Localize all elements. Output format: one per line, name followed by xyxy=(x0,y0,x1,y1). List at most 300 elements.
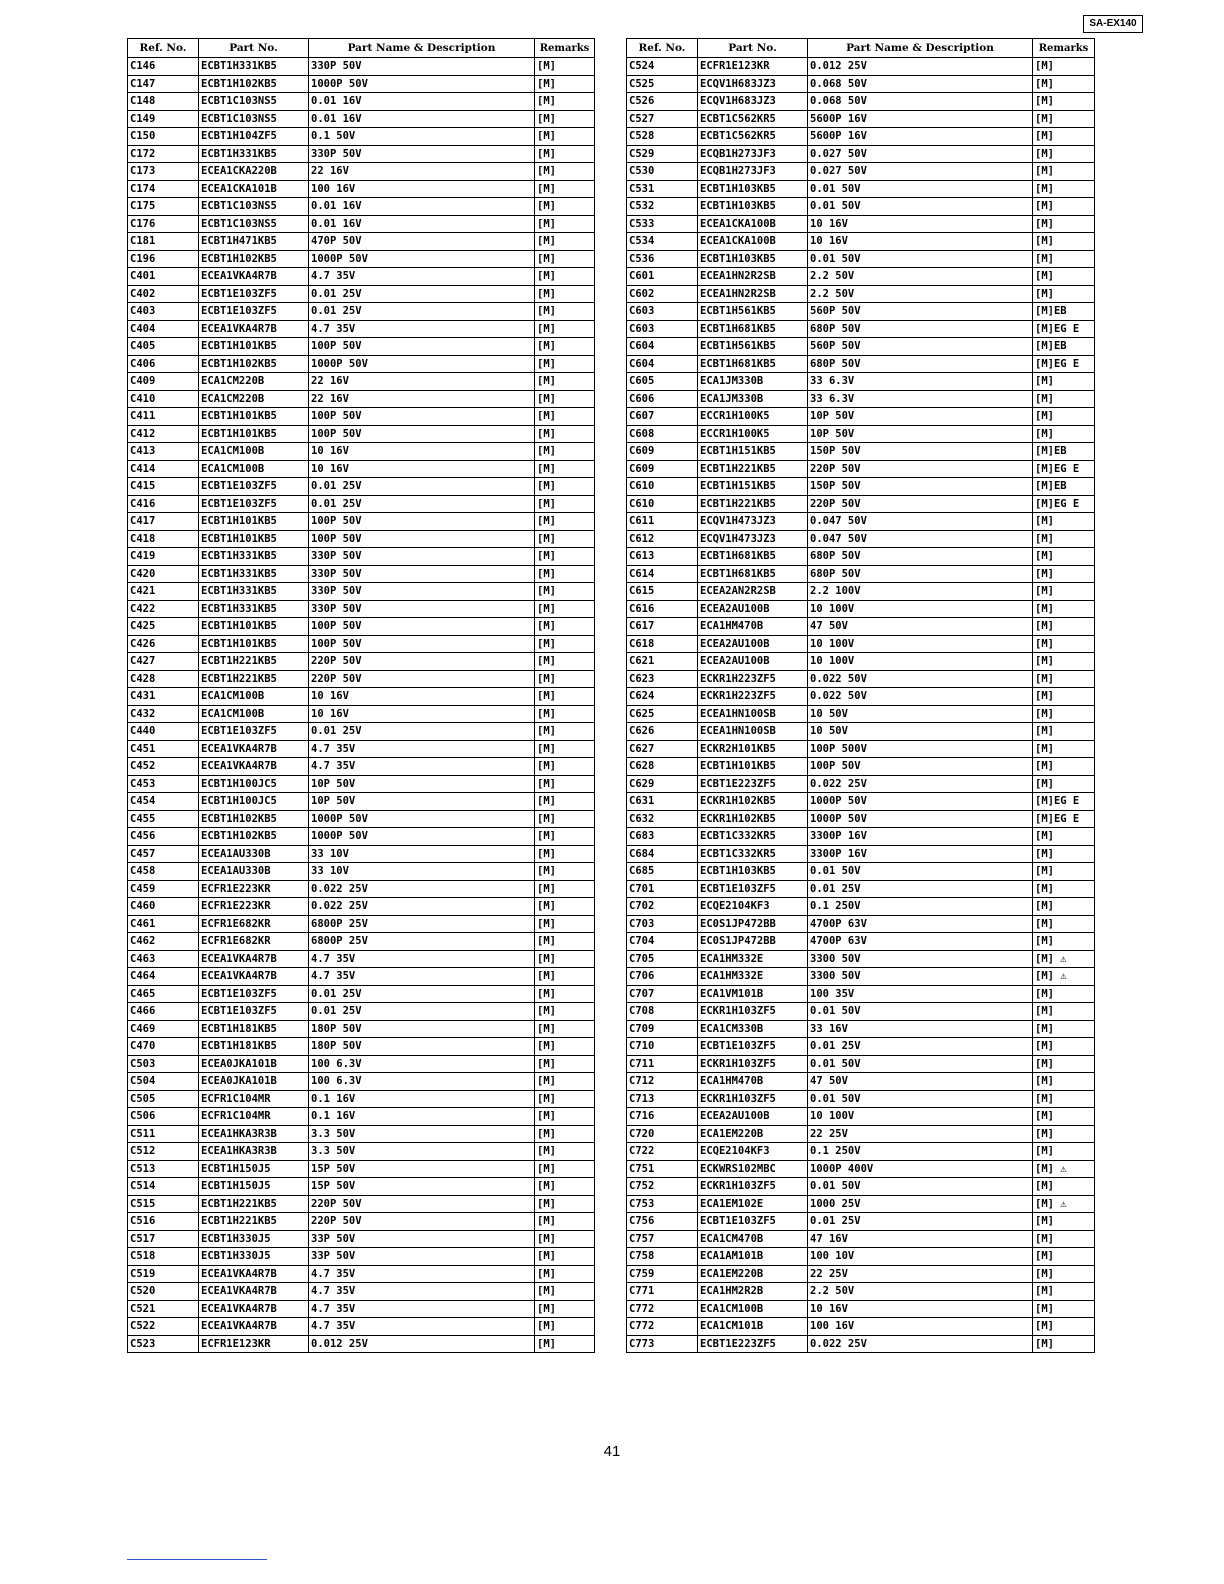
part-no-header: Part No. xyxy=(698,39,808,58)
part-no-cell: ECBT1H331KB5 xyxy=(199,600,309,618)
ref-no-cell: C402 xyxy=(128,285,199,303)
ref-no-cell: C614 xyxy=(627,565,698,583)
part-no-cell: ECBT1C103NS5 xyxy=(199,93,309,111)
part-no-cell: ECQV1H473JZ3 xyxy=(698,513,808,531)
table-row xyxy=(128,1318,595,1336)
part-no-cell: ECBT1H103KB5 xyxy=(698,863,808,881)
part-no-cell: ECCR1H100K5 xyxy=(698,408,808,426)
part-no-cell: ECEA1CKA220B xyxy=(199,163,309,181)
part-no-cell: ECBT1H101KB5 xyxy=(199,618,309,636)
remarks-cell: [M] xyxy=(535,1108,595,1126)
table-row xyxy=(627,775,1095,793)
description-cell: 47 50V xyxy=(808,618,1033,636)
description-cell: 0.022 50V xyxy=(808,688,1033,706)
description-cell: 10 16V xyxy=(309,688,535,706)
description-cell: 100P 50V xyxy=(309,513,535,531)
part-no-cell: ECA1EM220B xyxy=(698,1265,808,1283)
table-row xyxy=(128,1108,595,1126)
part-no-cell: ECEA1CKA100B xyxy=(698,215,808,233)
table-row xyxy=(627,1073,1095,1091)
description-cell: 33P 50V xyxy=(309,1248,535,1266)
part-no-cell: ECBT1H331KB5 xyxy=(199,145,309,163)
remarks-cell: [M] xyxy=(535,793,595,811)
part-no-cell: ECBT1H221KB5 xyxy=(199,1195,309,1213)
ref-no-cell: C413 xyxy=(128,443,199,461)
ref-no-cell: C427 xyxy=(128,653,199,671)
part-no-cell: ECFR1E682KR xyxy=(199,915,309,933)
ref-no-cell: C196 xyxy=(128,250,199,268)
table-row xyxy=(128,233,595,251)
part-no-cell: ECEA0JKA101B xyxy=(199,1055,309,1073)
description-cell: 1000P 50V xyxy=(309,250,535,268)
description-cell: 220P 50V xyxy=(808,460,1033,478)
description-cell: 5600P 16V xyxy=(808,110,1033,128)
description-cell: 3300 50V xyxy=(808,968,1033,986)
remarks-cell: [M]EG E xyxy=(1033,355,1095,373)
ref-no-cell: C518 xyxy=(128,1248,199,1266)
part-no-cell: ECEA1HKA3R3B xyxy=(199,1125,309,1143)
part-no-cell: ECBT1H101KB5 xyxy=(199,530,309,548)
ref-no-cell: C521 xyxy=(128,1300,199,1318)
table-row xyxy=(627,635,1095,653)
ref-no-cell: C451 xyxy=(128,740,199,758)
ref-no-cell: C624 xyxy=(627,688,698,706)
remarks-cell: [M] xyxy=(1033,1143,1095,1161)
description-cell: 0.01 25V xyxy=(808,1213,1033,1231)
description-cell: 0.01 25V xyxy=(309,303,535,321)
description-cell: 10 100V xyxy=(808,635,1033,653)
part-no-cell: ECBT1H181KB5 xyxy=(199,1038,309,1056)
part-no-cell: ECFR1E223KR xyxy=(199,880,309,898)
description-cell: 0.068 50V xyxy=(808,93,1033,111)
description-cell: 0.027 50V xyxy=(808,163,1033,181)
table-row xyxy=(627,758,1095,776)
remarks-cell: [M] xyxy=(535,513,595,531)
table-row xyxy=(627,215,1095,233)
part-no-cell: ECBT1E103ZF5 xyxy=(698,1038,808,1056)
description-cell: 10 16V xyxy=(309,443,535,461)
remarks-cell: [M] xyxy=(535,968,595,986)
remarks-cell: [M] xyxy=(535,828,595,846)
table-row xyxy=(627,338,1095,356)
table-row xyxy=(128,250,595,268)
table-row xyxy=(627,93,1095,111)
ref-no-cell: C146 xyxy=(128,58,199,76)
part-no-cell: ECA1VM101B xyxy=(698,985,808,1003)
ref-no-cell: C605 xyxy=(627,373,698,391)
table-row xyxy=(627,373,1095,391)
description-cell: 2.2 100V xyxy=(808,583,1033,601)
part-no-cell: ECQB1H273JF3 xyxy=(698,145,808,163)
description-cell: 4.7 35V xyxy=(309,950,535,968)
table-row xyxy=(128,985,595,1003)
description-cell: 10P 50V xyxy=(309,775,535,793)
description-cell: 0.047 50V xyxy=(808,530,1033,548)
part-no-cell: ECEA1CKA101B xyxy=(199,180,309,198)
table-row xyxy=(627,1020,1095,1038)
ref-no-cell: C175 xyxy=(128,198,199,216)
table-row xyxy=(128,618,595,636)
part-no-cell: ECFR1C104MR xyxy=(199,1108,309,1126)
part-no-cell: ECBT1H221KB5 xyxy=(199,653,309,671)
table-row xyxy=(627,863,1095,881)
ref-no-cell: C628 xyxy=(627,758,698,776)
table-row xyxy=(128,1143,595,1161)
description-cell: 0.027 50V xyxy=(808,145,1033,163)
table-row xyxy=(627,705,1095,723)
ref-no-cell: C452 xyxy=(128,758,199,776)
remarks-cell: [M] xyxy=(535,740,595,758)
part-no-cell: ECEA1VKA4R7B xyxy=(199,1265,309,1283)
remarks-cell: [M] xyxy=(535,530,595,548)
ref-no-cell: C705 xyxy=(627,950,698,968)
table-row xyxy=(627,653,1095,671)
ref-no-cell: C414 xyxy=(128,460,199,478)
ref-no-cell: C513 xyxy=(128,1160,199,1178)
table-row xyxy=(128,513,595,531)
table-row xyxy=(627,425,1095,443)
ref-no-cell: C411 xyxy=(128,408,199,426)
table-row xyxy=(627,1125,1095,1143)
remarks-cell: [M] xyxy=(1033,863,1095,881)
part-no-cell: ECBT1E103ZF5 xyxy=(199,985,309,1003)
part-no-cell: ECBT1H100JC5 xyxy=(199,793,309,811)
remarks-cell: [M] xyxy=(535,1020,595,1038)
part-no-cell: ECA1CM220B xyxy=(199,390,309,408)
description-cell: 1000P 400V xyxy=(808,1160,1033,1178)
part-no-cell: ECBT1E103ZF5 xyxy=(698,1213,808,1231)
table-row xyxy=(627,1178,1095,1196)
part-no-cell: ECBT1H150J5 xyxy=(199,1178,309,1196)
description-cell: 180P 50V xyxy=(309,1020,535,1038)
table-row xyxy=(128,478,595,496)
table-row xyxy=(627,390,1095,408)
remarks-cell: [M] xyxy=(1033,1283,1095,1301)
part-no-cell: ECBT1H150J5 xyxy=(199,1160,309,1178)
ref-no-cell: C422 xyxy=(128,600,199,618)
ref-no-cell: C147 xyxy=(128,75,199,93)
part-no-cell: ECEA2AU100B xyxy=(698,600,808,618)
remarks-cell: [M] ⚠ xyxy=(1033,968,1095,986)
ref-no-cell: C415 xyxy=(128,478,199,496)
table-row xyxy=(128,338,595,356)
ref-no-cell: C512 xyxy=(128,1143,199,1161)
parts-table-left xyxy=(127,38,595,1353)
part-no-cell: ECEA1CKA100B xyxy=(698,233,808,251)
remarks-cell: [M] ⚠ xyxy=(1033,950,1095,968)
description-cell: 220P 50V xyxy=(309,670,535,688)
table-row xyxy=(128,828,595,846)
ref-no-cell: C610 xyxy=(627,478,698,496)
description-cell: 0.01 25V xyxy=(309,723,535,741)
table-row xyxy=(627,110,1095,128)
description-cell: 0.01 50V xyxy=(808,250,1033,268)
remarks-cell: [M] xyxy=(535,548,595,566)
part-no-cell: ECBT1H681KB5 xyxy=(698,320,808,338)
ref-no-cell: C684 xyxy=(627,845,698,863)
part-no-cell: ECBT1H103KB5 xyxy=(698,250,808,268)
description-cell: 330P 50V xyxy=(309,58,535,76)
table-row xyxy=(627,163,1095,181)
table-row xyxy=(128,443,595,461)
remarks-cell: [M] xyxy=(535,1230,595,1248)
ref-no-cell: C426 xyxy=(128,635,199,653)
ref-no-cell: C511 xyxy=(128,1125,199,1143)
ref-no-cell: C685 xyxy=(627,863,698,881)
ref-no-cell: C706 xyxy=(627,968,698,986)
remarks-cell: [M]EG E xyxy=(1033,460,1095,478)
ref-no-cell: C174 xyxy=(128,180,199,198)
remarks-cell: [M] xyxy=(1033,548,1095,566)
table-row xyxy=(128,75,595,93)
ref-no-cell: C712 xyxy=(627,1073,698,1091)
description-cell: 100 6.3V xyxy=(309,1055,535,1073)
remarks-cell: [M] xyxy=(535,320,595,338)
remarks-cell: [M] xyxy=(535,758,595,776)
description-cell: 1000 25V xyxy=(808,1195,1033,1213)
part-no-cell: ECBT1C103NS5 xyxy=(199,198,309,216)
remarks-cell: [M] xyxy=(535,600,595,618)
ref-no-cell: C421 xyxy=(128,583,199,601)
part-no-cell: ECBT1H561KB5 xyxy=(698,338,808,356)
table-row xyxy=(627,1213,1095,1231)
description-cell: 10 100V xyxy=(808,653,1033,671)
description-cell: 100P 50V xyxy=(309,425,535,443)
part-no-cell: ECKR1H103ZF5 xyxy=(698,1003,808,1021)
description-cell: 33 6.3V xyxy=(808,373,1033,391)
table-row xyxy=(627,950,1095,968)
description-cell: 100 16V xyxy=(309,180,535,198)
part-no-cell: ECEA2AU100B xyxy=(698,635,808,653)
remarks-cell: [M] xyxy=(1033,1003,1095,1021)
description-cell: 6800P 25V xyxy=(309,915,535,933)
part-no-cell: ECQV1H473JZ3 xyxy=(698,530,808,548)
part-no-cell: ECEA1VKA4R7B xyxy=(199,1318,309,1336)
description-cell: 4.7 35V xyxy=(309,758,535,776)
table-row xyxy=(128,1195,595,1213)
remarks-cell: [M] xyxy=(535,1213,595,1231)
ref-no-cell: C453 xyxy=(128,775,199,793)
table-row xyxy=(128,390,595,408)
remarks-cell: [M] xyxy=(535,408,595,426)
description-cell: 47 50V xyxy=(808,1073,1033,1091)
description-cell: 6800P 25V xyxy=(309,933,535,951)
part-no-cell: ECEA1HN100SB xyxy=(698,705,808,723)
part-no-cell: ECBT1C332KR5 xyxy=(698,845,808,863)
remarks-cell: [M] xyxy=(1033,1178,1095,1196)
remarks-cell: [M] xyxy=(1033,1055,1095,1073)
ref-no-cell: C702 xyxy=(627,898,698,916)
remarks-cell: [M] xyxy=(535,93,595,111)
ref-no-cell: C531 xyxy=(627,180,698,198)
part-no-cell: ECA1JM330B xyxy=(698,390,808,408)
part-no-cell: ECEA1VKA4R7B xyxy=(199,758,309,776)
remarks-cell: [M] xyxy=(535,390,595,408)
description-cell: 10 16V xyxy=(808,233,1033,251)
description-cell: 470P 50V xyxy=(309,233,535,251)
table-row xyxy=(128,968,595,986)
part-no-cell: ECBT1H101KB5 xyxy=(199,635,309,653)
remarks-cell: [M] xyxy=(535,565,595,583)
ref-no-cell: C758 xyxy=(627,1248,698,1266)
remarks-cell: [M] xyxy=(1033,775,1095,793)
part-no-cell: ECKR1H103ZF5 xyxy=(698,1090,808,1108)
part-no-cell: ECA1CM100B xyxy=(199,705,309,723)
description-cell: 2.2 50V xyxy=(808,1283,1033,1301)
description-cell: 2.2 50V xyxy=(808,285,1033,303)
description-cell: 15P 50V xyxy=(309,1178,535,1196)
remarks-cell: [M] xyxy=(1033,163,1095,181)
description-cell: 33 16V xyxy=(808,1020,1033,1038)
part-no-cell: ECBT1H103KB5 xyxy=(698,198,808,216)
description-cell: 0.01 16V xyxy=(309,198,535,216)
description-cell: 4700P 63V xyxy=(808,933,1033,951)
table-row xyxy=(128,1213,595,1231)
description-cell: 220P 50V xyxy=(309,653,535,671)
table-row xyxy=(627,145,1095,163)
remarks-cell: [M] xyxy=(535,705,595,723)
table-row xyxy=(128,145,595,163)
ref-no-cell: C505 xyxy=(128,1090,199,1108)
table-row xyxy=(128,1283,595,1301)
remarks-cell: [M] xyxy=(535,180,595,198)
ref-no-cell: C506 xyxy=(128,1108,199,1126)
remarks-cell: [M] ⚠ xyxy=(1033,1195,1095,1213)
description-cell: 100 10V xyxy=(808,1248,1033,1266)
table-row xyxy=(627,460,1095,478)
remarks-cell: [M] xyxy=(535,443,595,461)
table-row xyxy=(128,163,595,181)
ref-no-cell: C772 xyxy=(627,1300,698,1318)
part-no-cell: ECKR1H223ZF5 xyxy=(698,688,808,706)
table-row xyxy=(128,1335,595,1353)
ref-no-cell: C454 xyxy=(128,793,199,811)
ref-no-cell: C609 xyxy=(627,460,698,478)
part-no-cell: ECEA1VKA4R7B xyxy=(199,950,309,968)
table-row xyxy=(627,75,1095,93)
table-row xyxy=(128,198,595,216)
part-no-cell: ECKR2H101KB5 xyxy=(698,740,808,758)
remarks-cell: [M] xyxy=(535,1003,595,1021)
description-cell: 0.022 25V xyxy=(808,775,1033,793)
remarks-cell: [M] xyxy=(1033,1020,1095,1038)
part-no-cell: ECEA2AU100B xyxy=(698,653,808,671)
ref-no-cell: C440 xyxy=(128,723,199,741)
ref-no-cell: C149 xyxy=(128,110,199,128)
remarks-cell: [M] xyxy=(535,723,595,741)
ref-no-cell: C173 xyxy=(128,163,199,181)
part-no-cell: ECEA1VKA4R7B xyxy=(199,740,309,758)
part-no-cell: ECBT1H181KB5 xyxy=(199,1020,309,1038)
ref-no-cell: C526 xyxy=(627,93,698,111)
description-cell: 33 10V xyxy=(309,863,535,881)
part-no-cell: ECBT1E103ZF5 xyxy=(199,495,309,513)
table-row xyxy=(627,793,1095,811)
ref-no-cell: C528 xyxy=(627,128,698,146)
ref-no-cell: C470 xyxy=(128,1038,199,1056)
part-no-cell: ECBT1C103NS5 xyxy=(199,215,309,233)
remarks-cell: [M] xyxy=(535,985,595,1003)
description-cell: 100 6.3V xyxy=(309,1073,535,1091)
part-no-cell: ECBT1H101KB5 xyxy=(199,513,309,531)
part-no-cell: ECA1CM100B xyxy=(199,688,309,706)
ref-no-cell: C504 xyxy=(128,1073,199,1091)
ref-no-cell: C458 xyxy=(128,863,199,881)
part-no-cell: ECEA1HKA3R3B xyxy=(199,1143,309,1161)
ref-no-cell: C608 xyxy=(627,425,698,443)
table-row xyxy=(128,880,595,898)
remarks-cell: [M] xyxy=(535,880,595,898)
description-cell: 680P 50V xyxy=(808,355,1033,373)
remarks-cell: [M]EB xyxy=(1033,478,1095,496)
remarks-cell: [M] xyxy=(535,1055,595,1073)
ref-no-cell: C466 xyxy=(128,1003,199,1021)
ref-no-cell: C148 xyxy=(128,93,199,111)
remarks-cell: [M] xyxy=(535,1283,595,1301)
remarks-cell: [M] xyxy=(1033,1108,1095,1126)
description-cell: 0.022 50V xyxy=(808,670,1033,688)
description-cell: 100P 50V xyxy=(309,408,535,426)
ref-no-cell: C616 xyxy=(627,600,698,618)
remarks-cell: [M] xyxy=(535,1160,595,1178)
remarks-cell: [M]EB xyxy=(1033,443,1095,461)
table-row xyxy=(128,583,595,601)
ref-no-cell: C530 xyxy=(627,163,698,181)
part-no-header: Part No. xyxy=(199,39,309,58)
description-cell: 10P 50V xyxy=(808,425,1033,443)
ref-no-cell: C420 xyxy=(128,565,199,583)
table-row xyxy=(627,1003,1095,1021)
ref-no-cell: C409 xyxy=(128,373,199,391)
ref-no-cell: C710 xyxy=(627,1038,698,1056)
remarks-cell: [M] xyxy=(535,845,595,863)
description-cell: 1000P 50V xyxy=(309,75,535,93)
table-row xyxy=(627,880,1095,898)
ref-no-cell: C611 xyxy=(627,513,698,531)
remarks-cell: [M] xyxy=(535,1335,595,1353)
description-cell: 4.7 35V xyxy=(309,740,535,758)
remarks-cell: [M] xyxy=(535,75,595,93)
table-row xyxy=(627,740,1095,758)
part-no-cell: ECQV1H683JZ3 xyxy=(698,93,808,111)
table-row xyxy=(627,320,1095,338)
part-no-cell: ECBT1H102KB5 xyxy=(199,828,309,846)
table-row xyxy=(627,180,1095,198)
part-no-cell: ECQE2104KF3 xyxy=(698,1143,808,1161)
part-no-cell: ECA1CM470B xyxy=(698,1230,808,1248)
ref-no-cell: C604 xyxy=(627,338,698,356)
part-no-cell: ECBT1H102KB5 xyxy=(199,355,309,373)
description-cell: 10 16V xyxy=(309,705,535,723)
part-no-cell: ECBT1H681KB5 xyxy=(698,565,808,583)
part-no-cell: ECBT1E103ZF5 xyxy=(199,1003,309,1021)
remarks-cell: [M] xyxy=(535,495,595,513)
description-cell: 22 16V xyxy=(309,390,535,408)
ref-no-cell: C627 xyxy=(627,740,698,758)
ref-no-cell: C708 xyxy=(627,1003,698,1021)
part-no-cell: ECEA1VKA4R7B xyxy=(199,268,309,286)
description-cell: 100P 50V xyxy=(808,758,1033,776)
remarks-cell: [M] xyxy=(1033,110,1095,128)
description-cell: 0.012 25V xyxy=(309,1335,535,1353)
ref-no-cell: C456 xyxy=(128,828,199,846)
table-row xyxy=(627,845,1095,863)
remarks-cell: [M] xyxy=(1033,670,1095,688)
table-row xyxy=(128,863,595,881)
table-row xyxy=(128,600,595,618)
remarks-cell: [M] xyxy=(535,898,595,916)
description-cell: 330P 50V xyxy=(309,565,535,583)
